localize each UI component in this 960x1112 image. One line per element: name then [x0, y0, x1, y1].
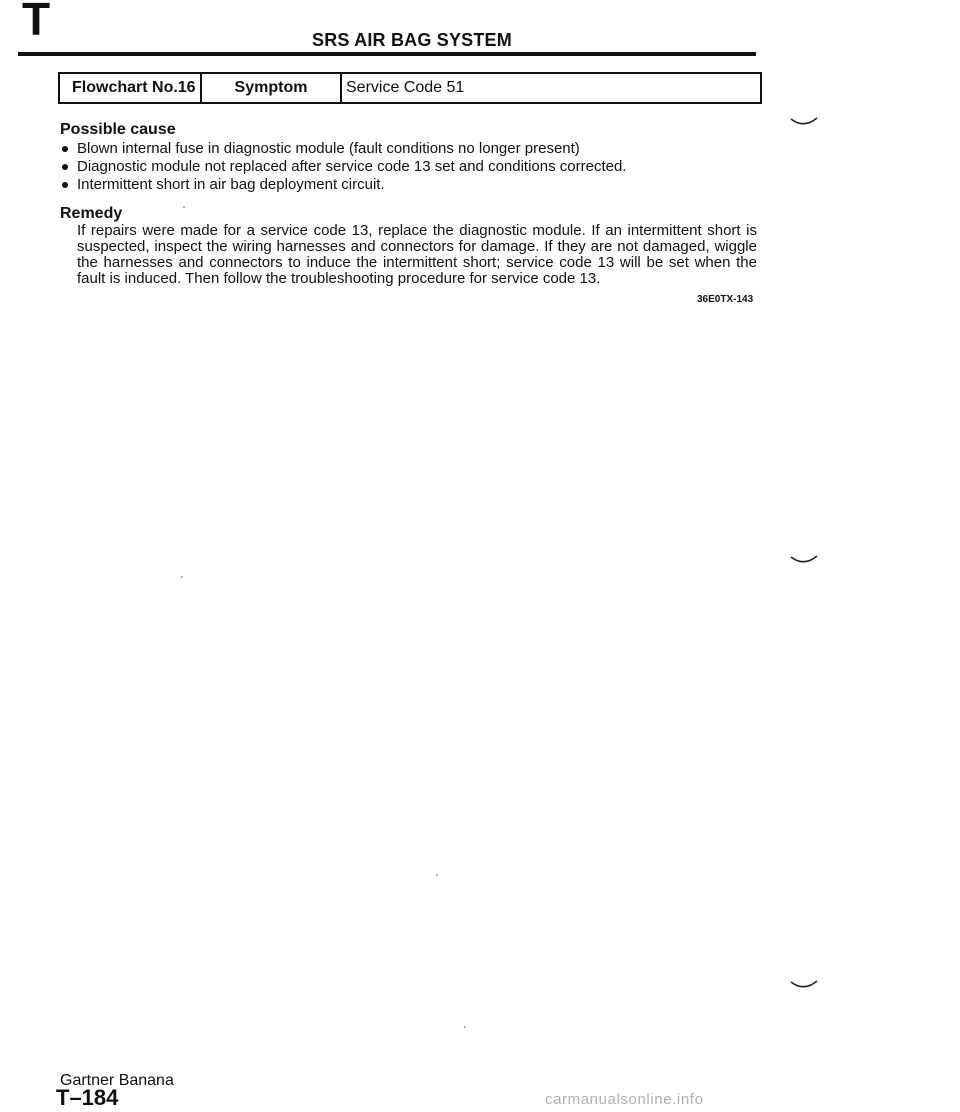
possible-cause-heading: Possible cause [60, 121, 176, 138]
page-title: SRS AIR BAG SYSTEM [312, 30, 512, 50]
symptom-label: Symptom [202, 74, 342, 102]
scan-speck [181, 576, 183, 578]
header-rule [18, 52, 756, 56]
remedy-heading: Remedy [60, 205, 123, 222]
section-letter: T [22, 0, 51, 45]
list-item: Intermittent short in air bag deployment circuit. [60, 176, 626, 194]
scan-speck [183, 206, 185, 208]
symptom-value: Service Code 51 [346, 79, 465, 96]
flowchart-number: Flowchart No.16 [60, 74, 202, 102]
binding-mark-icon [790, 980, 818, 990]
page-number: T–184 [56, 1085, 119, 1110]
list-item: Diagnostic module not replaced after service code 13 set and conditions corrected. [60, 158, 626, 176]
footer-name: Gartner Banana [60, 1072, 174, 1089]
scan-speck [436, 874, 438, 876]
binding-mark-icon [790, 117, 818, 127]
flowchart-table [58, 72, 762, 104]
figure-reference-code: 36E0TX-143 [697, 294, 754, 305]
binding-mark-icon [790, 555, 818, 565]
possible-cause-list [60, 140, 626, 194]
list-item: Blown internal fuse in diagnostic module (fault conditions no longer present) [60, 140, 626, 158]
remedy-text: If repairs were made for a service code 13, replace the diagnostic module. If an intermittent short is suspected, inspect the wiring harnesses and connectors for damage. If they are not damaged, wiggle the harnesses and connectors to induce the intermittent short; service code 13 will be set when the fault is induced. Then follow the troubleshooting procedure for service code 13. [77, 222, 757, 287]
watermark: carmanualsonline.info [545, 1091, 704, 1108]
scan-speck [464, 1026, 466, 1028]
